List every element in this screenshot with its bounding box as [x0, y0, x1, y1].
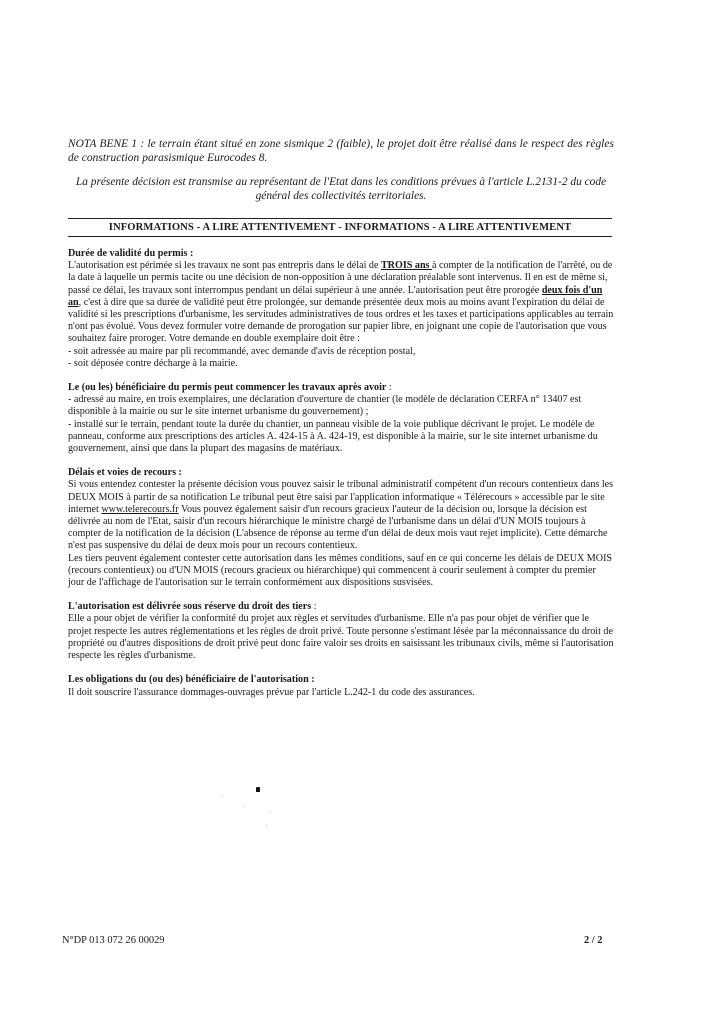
emphasis-deux-fois: deux fois d'un an	[68, 284, 603, 308]
list-item: - installé sur le terrain, pendant toute la durée du chantier, un panneau visible de la voie publique décrivant le projet. Le modèle de panneau, conforme aux prescriptions des articles A. 424-15 à A. 424-19, est disponible à la mairie, sur le site internet urbanisme du gouvernement, ainsi que dans la plupart des magasins de matériaux.	[68, 418, 598, 455]
emphasis-trois-ans: TROIS ans	[380, 260, 433, 272]
section-droit-des-tiers	[68, 601, 614, 662]
text-run: à compter de la notification de l'arrêté, ou de la date à laquelle un permis tacite ou une décision de non-opposition à une déclaration préalable sont intervenus. Il en est de même si, passé ce délai, les travaux sont interrompus pendant un délai supérieur à une année. L'autorisation peut être prorogée	[68, 260, 613, 296]
section-title: Les obligations du (ou des) bénéficiaire de l'autorisation :	[68, 674, 315, 686]
text-run: L'autorisation est périmée si les travaux ne sont pas entrepris dans le délai de	[68, 260, 381, 272]
section-paragraph	[68, 479, 614, 552]
text-run: Si vous entendez contester la présente décision vous pouvez saisir le tribunal administratif compétent d'un recours contentieux dans les DEUX MOIS à partir de sa notification Le tribunal peut être saisi par l'application informatique « Télérecours » accessible par le site internet	[68, 479, 614, 515]
scan-mark	[256, 787, 260, 792]
text-run: Vous pouvez également saisir d'un recours gracieux l'auteur de la décision ou, lorsque la décision est délivrée au nom de l'Etat, saisir d'un recours hiérarchique le ministre chargé de l'urbanisme dans un délai d'UN MOIS toujours à compter de la notification de la décision (L'absence de réponse au terme d'un délai de deux mois vaut rejet implicite). Cette démarche n'est pas suspensive du délai de deux mois pour un recours contentieux.	[68, 503, 608, 552]
list-item: - adressé au maire, en trois exemplaires, une déclaration d'ouverture de chantier (le modèle de déclaration CERFA n° 13407 est disponible à la mairie ou sur le site internet urbanisme du gouvernement) ;	[68, 394, 582, 418]
section-validite	[68, 248, 614, 370]
section-obligations	[68, 674, 614, 698]
telerecours-link[interactable]: www.telerecours.fr	[101, 503, 179, 515]
section-paragraph: Il doit souscrire l'assurance dommages-ouvrages prévue par l'article L.242-1 du code des assurances.	[68, 686, 475, 698]
section-recours	[68, 467, 614, 589]
list-item: - soit déposée contre décharge à la mairie.	[68, 357, 238, 369]
scan-speck	[266, 825, 267, 826]
title-text: Le (ou les) bénéficiaire du permis peut commencer les travaux après avoir	[68, 382, 387, 394]
section-paragraph: Elle a pour objet de vérifier la conformité du projet aux règles et servitudes d'urbanisme. Elle n'a pas pour objet de vérifier que le projet respecte les autres réglementations et les règles de droit privé. Toute personne s'estimant lésée par la méconnaissance du droit de propriété ou d'autres dispositions de droit privé peut donc faire valoir ses droits en saisissant les tribunaux civils, même si l'autorisation respecte les règles d'urbanisme.	[68, 613, 614, 662]
text-run: , c'est à dire que sa durée de validité peut être prolongée, sur demande présentée deux mois au moins avant l'expiration du délai de validité si les prescriptions d'urbanisme, les servitudes administratives de tous ordres et les taxes et participations applicables au terrain n'ont pas évolué. Vous devez formuler votre demande de prorogation sur papier libre, en joignant une copie de l'autorisation que vous souhaitez faire proroger. Votre demande en double exemplaire doit être :	[68, 296, 614, 345]
section-title: Durée de validité du permis :	[68, 248, 194, 259]
information-content	[68, 248, 614, 711]
document-reference: N°DP 013 072 26 00029	[62, 935, 165, 946]
transmission-notice: La présente décision est transmise au représentant de l'Etat dans les conditions prévues à l'article L.2131-2 du code général des collectivités territoriales.	[75, 176, 607, 202]
section-title	[68, 601, 614, 613]
nota-bene: NOTA BENE 1 : le terrain étant situé en zone sismique 2 (faible), le projet doit être réalisé dans le respect des règles de construction parasismique Eurocodes 8.	[68, 138, 614, 164]
scan-speck	[243, 806, 244, 807]
section-paragraph	[68, 260, 614, 345]
page-number: 2 / 2	[584, 935, 603, 946]
section-title	[68, 382, 614, 394]
scan-speck	[270, 812, 271, 813]
title-colon: :	[311, 601, 317, 613]
section-paragraph: Les tiers peuvent également contester cette autorisation dans les mêmes conditions, sauf en ce qui concerne les délais de DEUX MOIS (recours contentieux) ou d'UN MOIS (recours gracieux ou hiérarchique) qui commencent à courir seulement à compter du premier jour de l'affichage de l'autorisation sur le terrain conformément aux dispositions susvisées.	[68, 552, 613, 589]
scan-speck	[222, 795, 223, 796]
section-title: Délais et voies de recours :	[68, 467, 182, 479]
section-commencer-travaux	[68, 382, 614, 455]
title-colon: :	[386, 382, 392, 394]
information-banner: INFORMATIONS - A LIRE ATTENTIVEMENT - INFORMATIONS - A LIRE ATTENTIVEMENT	[68, 218, 612, 237]
list-item: - soit adressée au maire par pli recommandé, avec demande d'avis de réception postal,	[68, 345, 416, 357]
title-text: L'autorisation est délivrée sous réserve du droit des tiers	[68, 601, 312, 613]
